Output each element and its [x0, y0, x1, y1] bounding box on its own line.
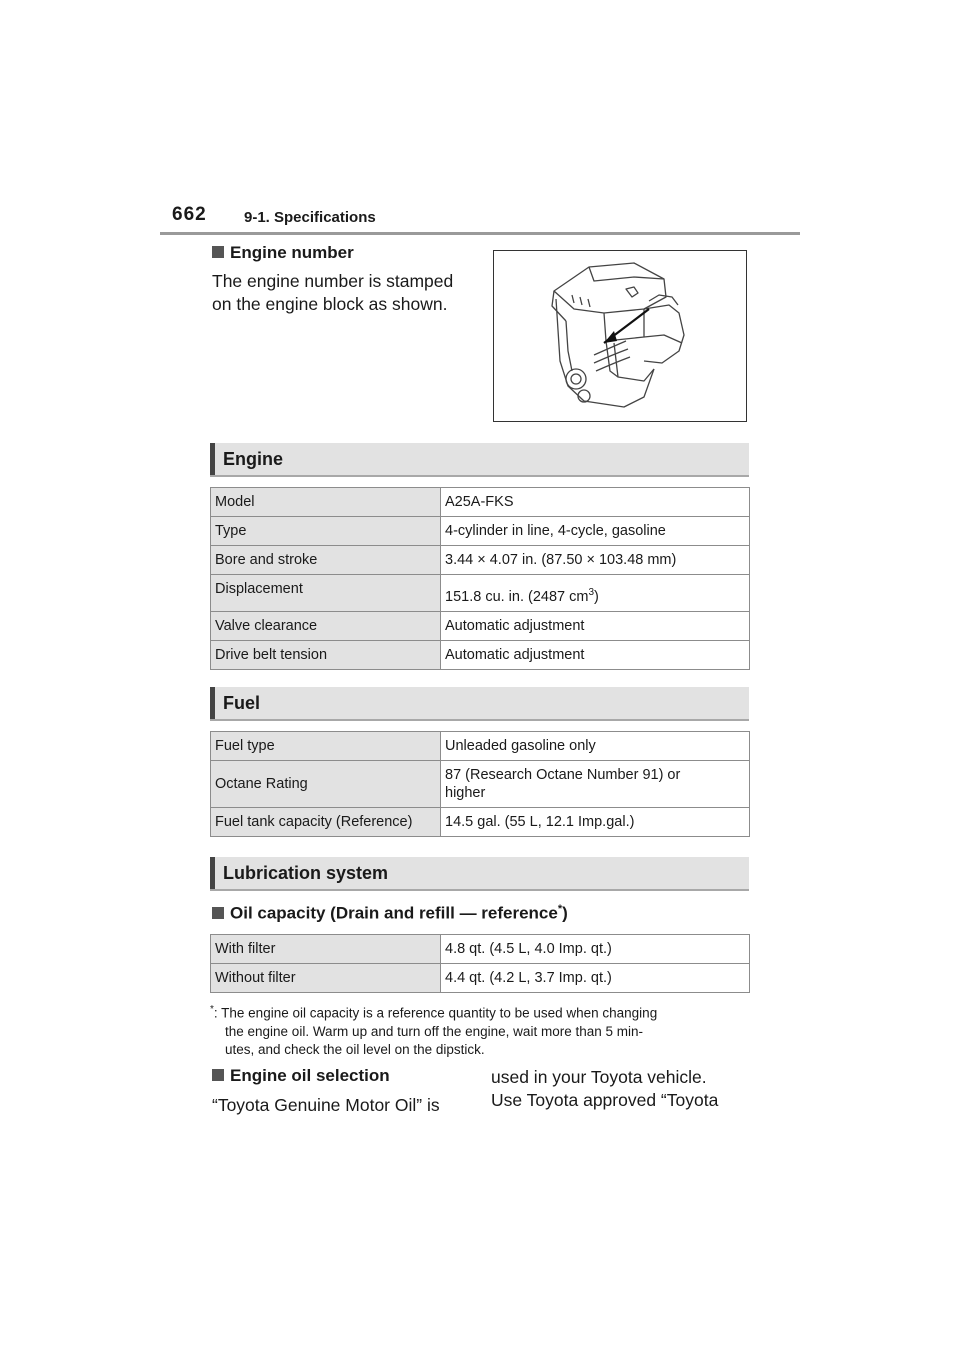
engine-number-text: The engine number is stamped on the engine block as shown. [212, 271, 454, 314]
oil-capacity-footnote: *: The engine oil capacity is a reference quantity to be used when changing the engine oil. Warm up and turn off the engine, wait more than 5 min- utes, and check the oil level on the dipstick. [210, 1004, 658, 1057]
engine-spec-table [210, 487, 750, 670]
row-label: Drive belt tension [211, 640, 441, 669]
row-value: 3.44 × 4.07 in. (87.50 × 103.48 mm) [441, 546, 750, 575]
row-label: Without filter [211, 964, 441, 993]
row-label: Valve clearance [211, 611, 441, 640]
table-row [211, 732, 750, 761]
row-label: Model [211, 488, 441, 517]
engine-number-heading: Engine number [212, 243, 354, 263]
row-label: Fuel type [211, 732, 441, 761]
engine-illustration [493, 250, 747, 422]
header-divider [160, 232, 800, 235]
oil-selection-left-text: “Toyota Genuine Motor Oil” is [212, 1095, 440, 1115]
table-row [211, 546, 750, 575]
row-label: Type [211, 517, 441, 546]
row-value: Automatic adjustment [441, 611, 750, 640]
table-row [211, 808, 750, 837]
row-value: 4.8 qt. (4.5 L, 4.0 Imp. qt.) [441, 935, 750, 964]
engine-section-title: Engine [210, 443, 749, 477]
row-label: With filter [211, 935, 441, 964]
row-label: Displacement [211, 575, 441, 612]
row-value: A25A-FKS [441, 488, 750, 517]
table-row [211, 964, 750, 993]
row-value: 14.5 gal. (55 L, 12.1 Imp.gal.) [441, 808, 750, 837]
table-row [211, 517, 750, 546]
row-label: Bore and stroke [211, 546, 441, 575]
row-value: 4-cylinder in line, 4-cycle, gasoline [441, 517, 750, 546]
bullet-square-icon [212, 907, 224, 919]
bullet-square-icon [212, 1069, 224, 1081]
oil-capacity-table [210, 934, 750, 993]
row-value: Unleaded gasoline only [441, 732, 750, 761]
row-value: 151.8 cu. in. (2487 $cm^3$) [441, 575, 750, 612]
table-row [211, 640, 750, 669]
row-value: 87 (Research Octane Number 91) or higher [441, 761, 750, 808]
table-row [211, 935, 750, 964]
lubrication-section-title: Lubrication system [210, 857, 749, 891]
table-row [211, 488, 750, 517]
bullet-square-icon [212, 246, 224, 258]
engine-block-icon [494, 251, 746, 421]
section-title: 9-1. Specifications [244, 209, 376, 226]
row-label: Octane Rating [211, 761, 441, 808]
row-value: Automatic adjustment [441, 640, 750, 669]
fuel-section-title: Fuel [210, 687, 749, 721]
oil-selection-right-text: used in your Toyota vehicle. Use Toyota approved “Toyota [491, 1067, 719, 1110]
oil-selection-heading: Engine oil selection [212, 1066, 390, 1086]
table-row [211, 611, 750, 640]
oil-capacity-heading: Oil capacity (Drain and refill — reference*) [212, 903, 568, 924]
page-number: 662 [172, 204, 207, 225]
table-row [211, 761, 750, 808]
table-row [211, 575, 750, 612]
fuel-spec-table [210, 731, 750, 837]
row-value: 4.4 qt. (4.2 L, 3.7 Imp. qt.) [441, 964, 750, 993]
row-label: Fuel tank capacity (Reference) [211, 808, 441, 837]
